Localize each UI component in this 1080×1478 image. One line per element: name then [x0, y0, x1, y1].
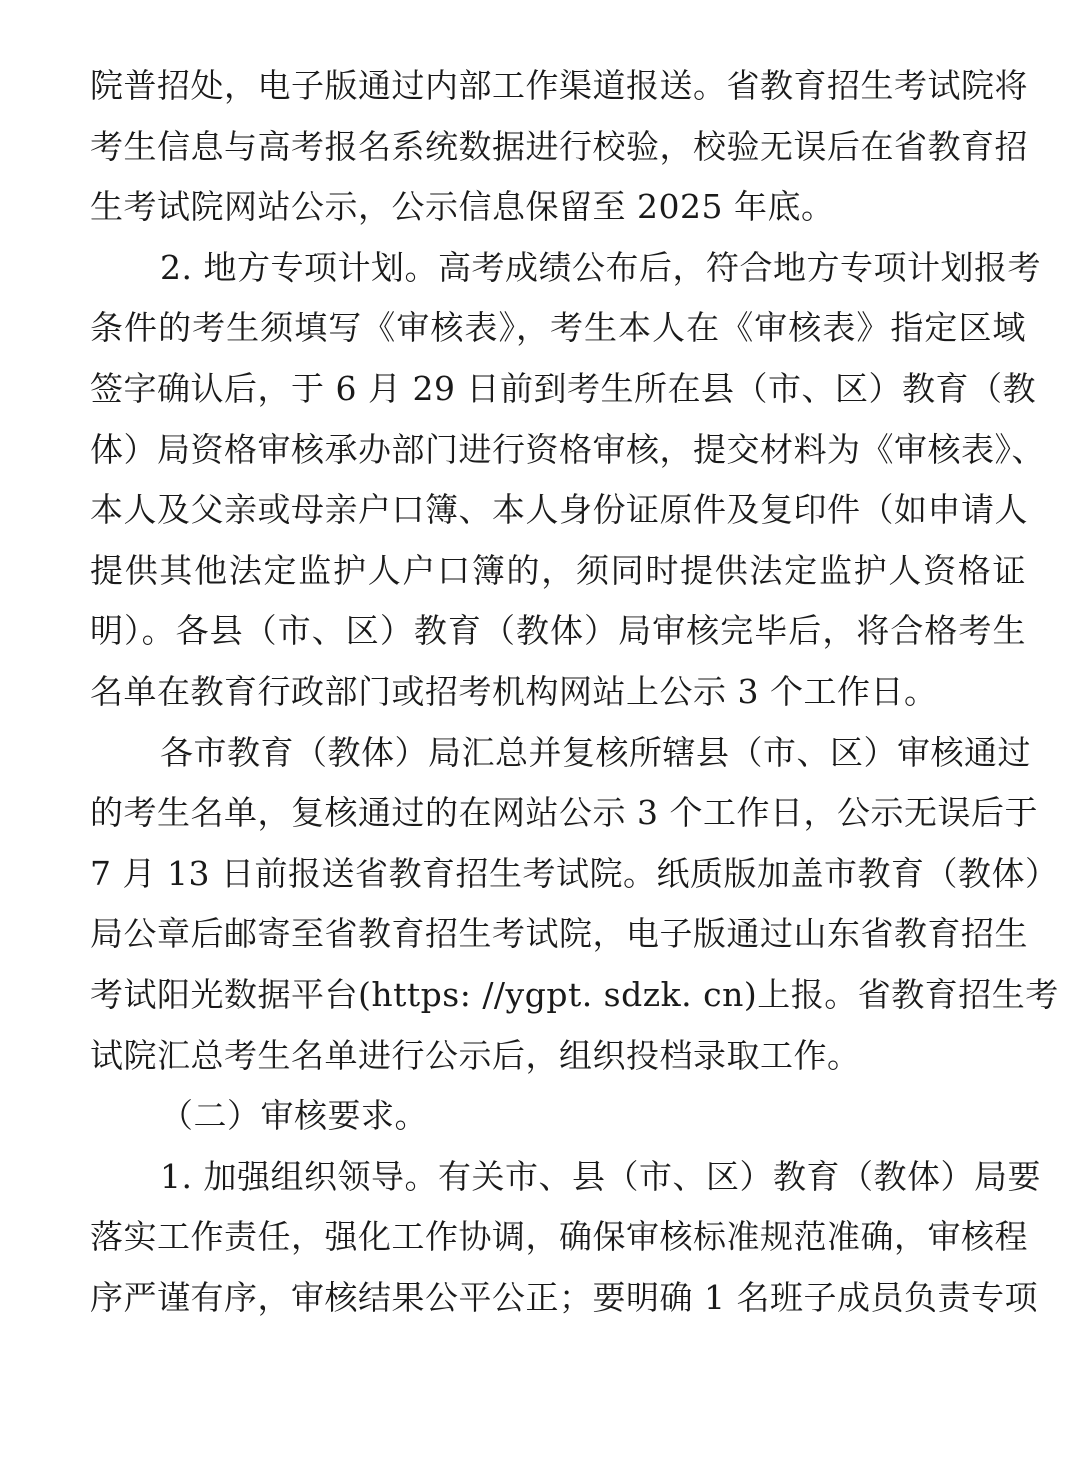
text-line: 考生信息与高考报名系统数据进行校验，校验无误后在省教育招	[90, 126, 1028, 166]
text-line: 试院汇总考生名单进行公示后，组织投档录取工作。	[90, 1035, 861, 1075]
text-line: 院普招处，电子版通过内部工作渠道报送。省教育招生考试院将	[90, 66, 1028, 105]
text-line: 序严谨有序，审核结果公平公正；要明确 1 名班子成员负责专项	[90, 1277, 1038, 1317]
paragraph	[90, 723, 1059, 1087]
text-line: 条件的考生须填写《审核表》，考生本人在《审核表》指定区域	[90, 308, 1026, 348]
text-line: 各市教育（教体）局汇总并复核所辖县（市、区）审核通过	[160, 732, 1031, 772]
text-line: 落实工作责任，强化工作协调，确保审核标准规范准确，审核程	[90, 1217, 1028, 1257]
text-line: 生考试院网站公示，公示信息保留至 2025 年底。	[90, 187, 835, 227]
text-line: 考试阳光数据平台(https: //ygpt. sdzk. cn)上报。省教育招生考	[90, 974, 1059, 1014]
text-line: 提供其他法定监护人户口簿的，须同时提供法定监护人资格证	[90, 550, 1026, 590]
text-line: 2. 地方专项计划。高考成绩公布后，符合地方专项计划报考	[160, 247, 1041, 287]
text-line: 7 月 13 日前报送省教育招生考试院。纸质版加盖市教育（教体）	[90, 853, 1059, 893]
text-line: 1. 加强组织领导。有关市、县（市、区）教育（教体）局要	[160, 1156, 1041, 1196]
text-line: （二）审核要求。	[160, 1096, 428, 1136]
paragraph	[90, 238, 1045, 723]
text-line: 明）。各县（市、区）教育（教体）局审核完毕后，将合格考生	[90, 611, 1026, 651]
text-line: 体）局资格审核承办部门进行资格审核，提交材料为《审核表》、	[90, 429, 1045, 469]
paragraph	[90, 56, 1026, 238]
paragraph	[90, 1147, 1041, 1329]
text-line: 本人及父亲或母亲户口簿、本人身份证原件及复印件（如申请人	[90, 490, 1028, 530]
text-line: 的考生名单，复核通过的在网站公示 3 个工作日，公示无误后于	[90, 793, 1038, 833]
text-line: 局公章后邮寄至省教育招生考试院，电子版通过山东省教育招生	[90, 914, 1028, 954]
paragraph	[90, 1086, 1026, 1147]
text-line: 名单在教育行政部门或招考机构网站上公示 3 个工作日。	[90, 671, 938, 711]
text-line: 签字确认后，于 6 月 29 日前到考生所在县（市、区）教育（教	[90, 368, 1036, 408]
document-body	[90, 56, 1059, 1328]
